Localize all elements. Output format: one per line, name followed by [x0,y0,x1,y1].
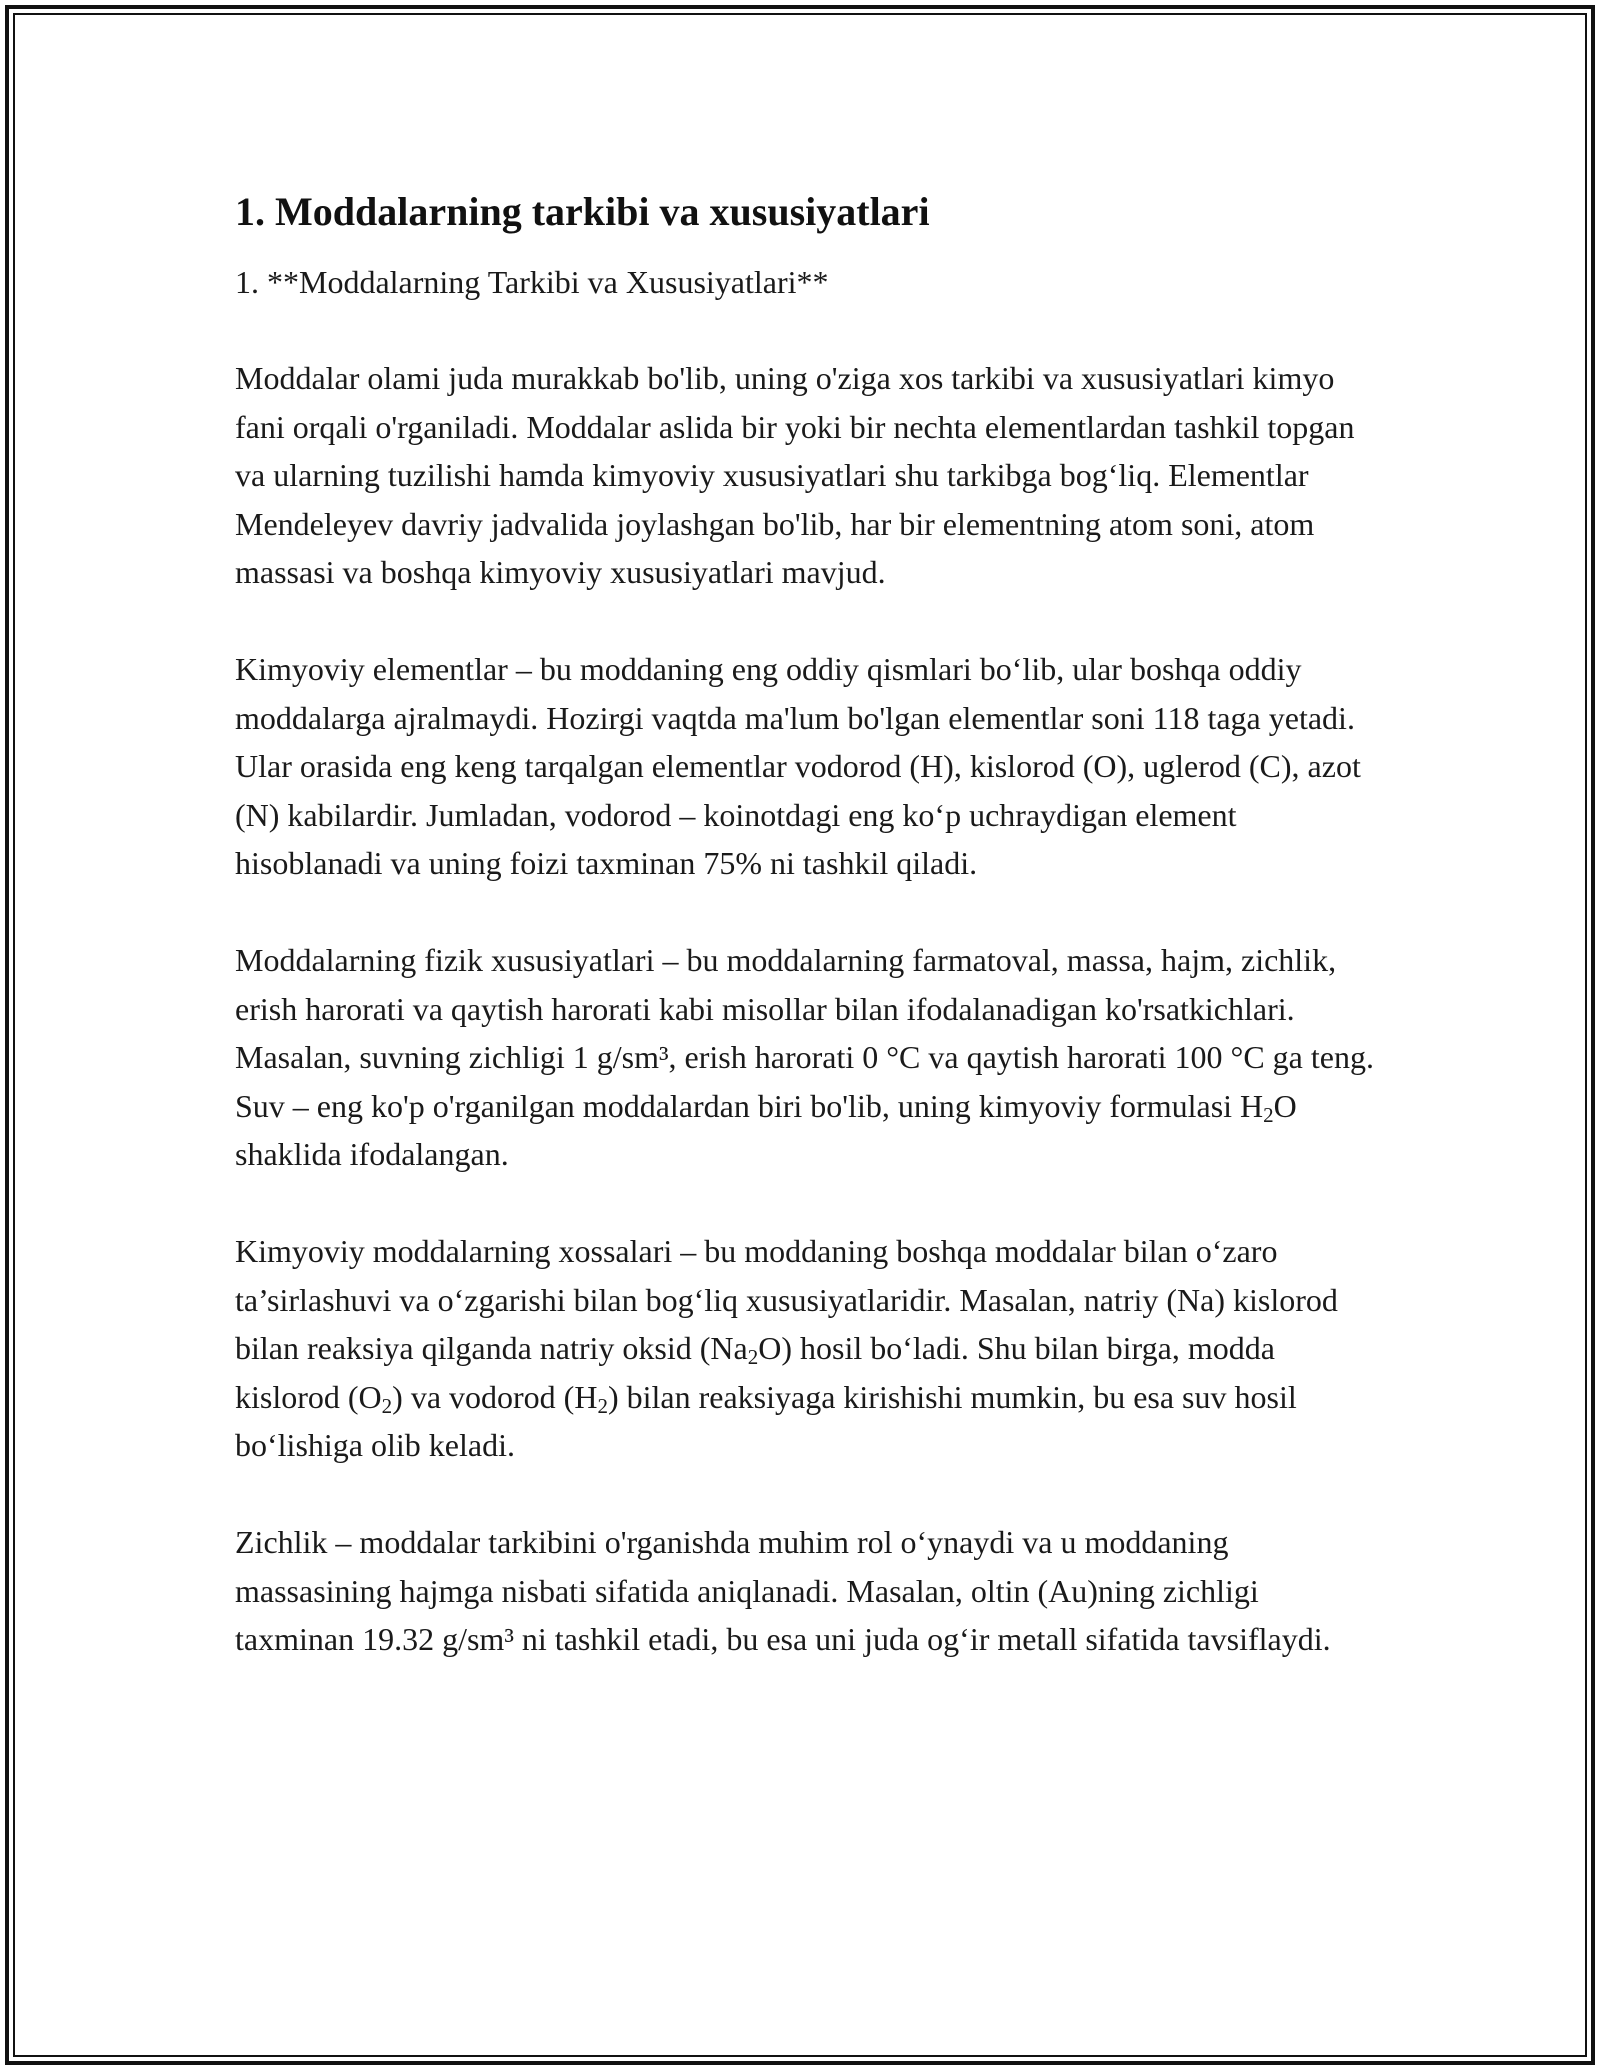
paragraph-text-segment: O shaklida ifodalangan. [235,1087,1297,1172]
document-body [235,184,1385,1712]
subscript: 2 [381,1393,393,1418]
subscript: 2 [747,1345,759,1369]
paragraph-text-segment: ) va vodorod (H [392,1378,598,1415]
paragraph-text-segment: Moddalarning fizik xususiyatlari – bu moddalarning farmatoval, massa, hajm, zichlik, erish harorati va qaytish harorati kabi misollar bilan ifodalanadigan ko'rsatkichlari. Masalan, suvning zichligi 1 g/sm³, erish harorati 0 °C va qaytish harorati 100 °C ga teng. Suv – eng ko'p o'rganilgan moddalardan biri bo'lib, uning kimyoviy formulasi H [235,942,1374,1124]
subscript: 2 [597,1393,608,1418]
page-title: 1. Moddalarning tarkibi va xususiyatlari [235,189,930,234]
paragraph-text-segment: Kimyoviy moddalarning xossalari – bu moddaning boshqa moddalar bilan o‘zaro ta’sirlashuvi va o‘zgarishi bilan bog‘liq xususiyatlaridir. Masalan, natriy (Na) kislorod bilan reaksiya qilganda natriy oksid (Na [235,1233,1338,1366]
paragraph-chemical-properties [235,1227,1385,1470]
subscript: 2 [1263,1102,1274,1127]
paragraph-text-segment: O) hosil bo‘ladi. Shu bilan birga, modda kislorod (O [235,1330,1275,1415]
paragraph-text-segment: ) bilan reaksiyaga kirishishi mumkin, bu esa suv hosil bo‘lishiga olib keladi. [235,1378,1297,1463]
paragraph-physical-properties [235,936,1385,1179]
paragraph-elements: Kimyoviy elementlar – bu moddaning eng oddiy qismlari bo‘lib, ular boshqa oddiy moddalarga ajralmaydi. Hozirgi vaqtda ma'lum bo'lgan elementlar soni 118 taga yetadi. Ular orasida eng keng tarqalgan elementlar vodorod (H), kislorod (O), uglerod (C), azot (N) kabilardir. Jumladan, vodorod – koinotdagi eng ko‘p uchraydigan element hisoblanadi va uning foizi taxminan 75% ni tashkil qiladi. [235,651,1361,881]
section-subtitle: 1. **Moddalarning Tarkibi va Xususiyatlari** [235,264,829,300]
paragraph-composition: Moddalar olami juda murakkab bo'lib, uning o'ziga xos tarkibi va xususiyatlari kimyo fani orqali o'rganiladi. Moddalar aslida bir yoki bir nechta elementlardan tashkil topgan va ularning tuzilishi hamda kimyoviy xususiyatlari shu tarkibga bog‘liq. Elementlar Mendeleyev davriy jadvalida joylashgan bo'lib, har bir elementning atom soni, atom massasi va boshqa kimyoviy xususiyatlari mavjud. [235,360,1355,590]
paragraph-density: Zichlik – moddalar tarkibini o'rganishda muhim rol o‘ynaydi va u moddaning massasining hajmga nisbati sifatida aniqlanadi. Masalan, oltin (Au)ning zichligi taxminan 19.32 g/sm³ ni tashkil etadi, bu esa uni juda og‘ir metall sifatida tavsiflaydi. [235,1524,1331,1657]
